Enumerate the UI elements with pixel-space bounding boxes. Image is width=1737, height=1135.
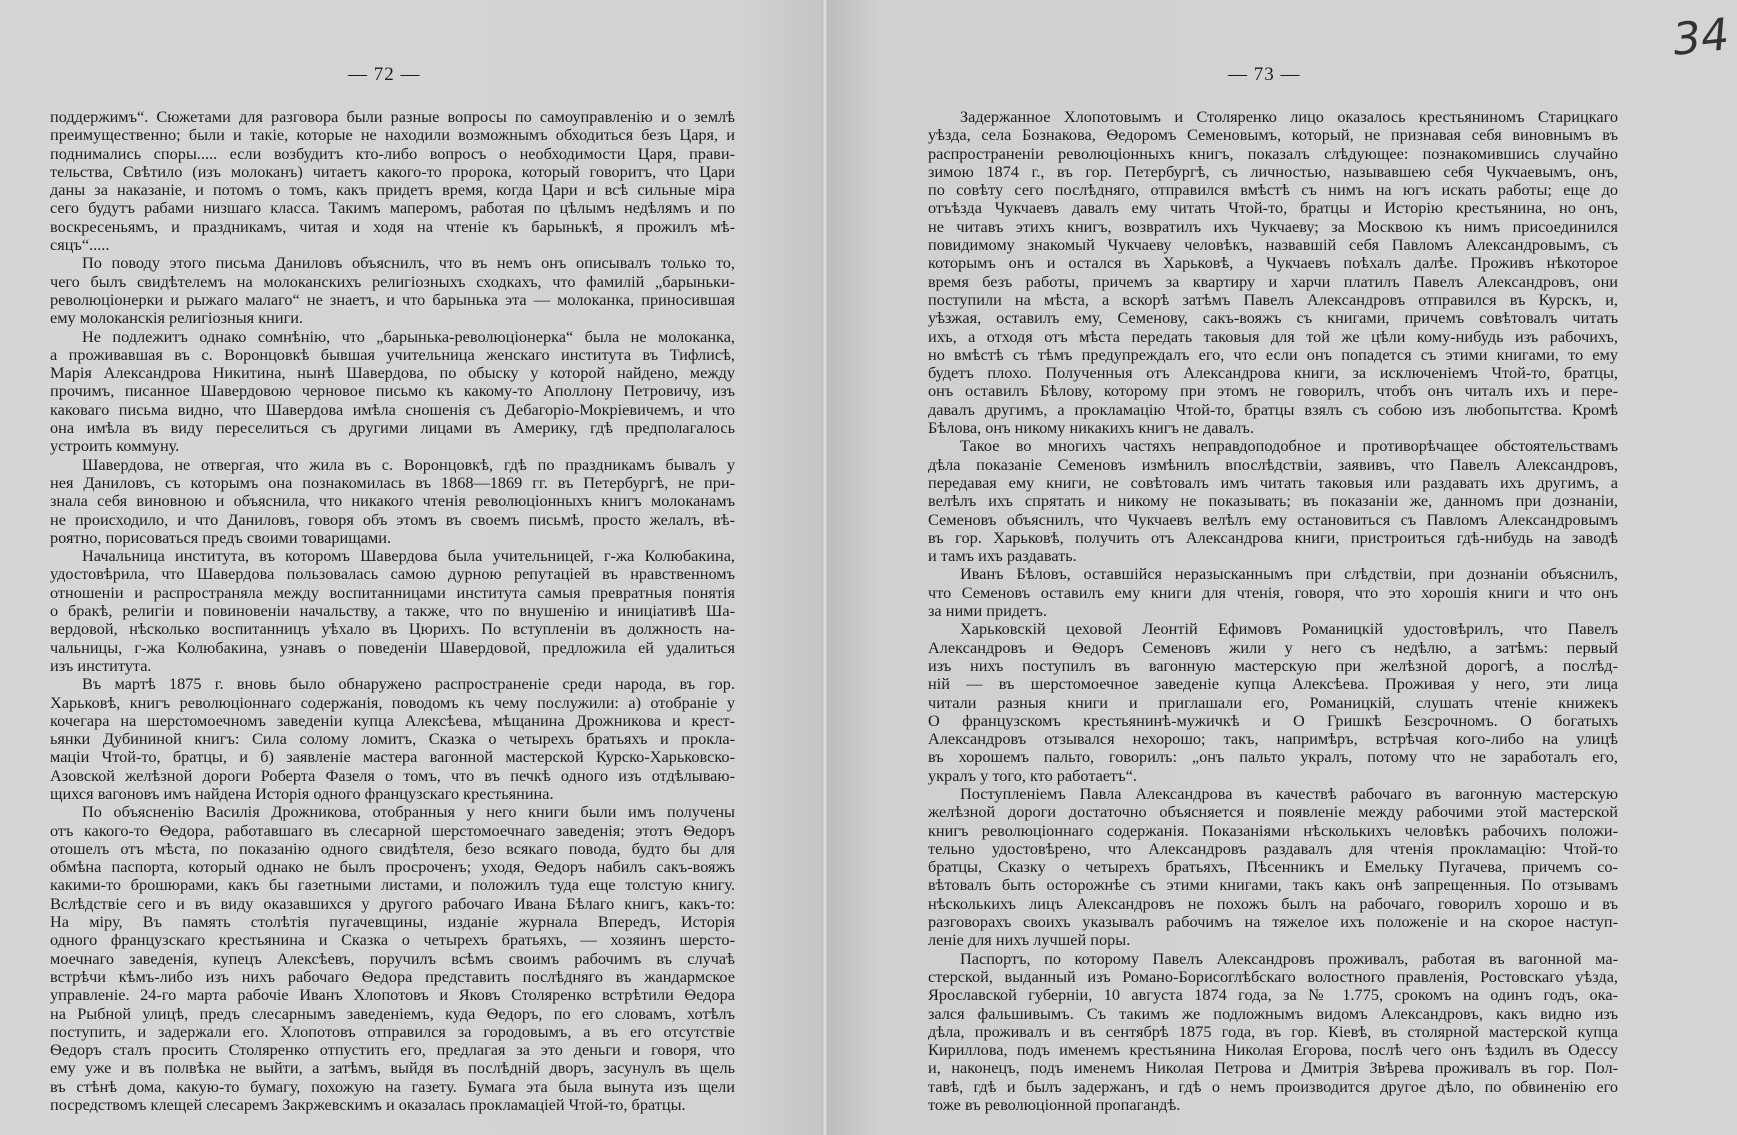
text-line: моечнаго заведенія, купецъ Алексѣевъ, поручилъ всѣмъ своимъ рабочимъ въ случаѣ bbox=[50, 949, 735, 968]
paragraph bbox=[928, 620, 1618, 785]
paragraph bbox=[50, 547, 735, 675]
text-line: уѣзда, села Бознакова, Ѳедоромъ Семеновымъ, который, не признавая себя виновнымъ въ bbox=[928, 126, 1618, 145]
text-line: ему молоканскія религіозныя книги. bbox=[50, 309, 304, 328]
text-line: какими-то брошюрами, какъ бы газетными листами, и положилъ туда еще толстую книгу. bbox=[50, 876, 735, 895]
text-line: Начальница института, въ которомъ Шавердова была учительницей, г-жа Колюбакина, bbox=[82, 547, 735, 566]
text-line: повидимому знакомый Чукчаеву человѣкъ, назвавшій себя Павломъ Александровымъ, съ bbox=[928, 236, 1618, 255]
text-line: которымъ онъ и остался въ Харьковѣ, а Чукчаевъ поѣхалъ далѣе. Проживъ нѣкоторое bbox=[928, 254, 1618, 273]
text-line: но вмѣстѣ съ тѣмъ предупреждалъ его, что если онъ попадется съ этими книгами, то ему bbox=[928, 345, 1618, 364]
text-line: желѣзной дороги достаточно объясняется и появленіе между рабочими этой мастерской bbox=[928, 803, 1618, 822]
text-line: книгъ революціоннаго содержанія. Показаніями нѣсколькихъ человѣкъ рабочихъ положи- bbox=[928, 821, 1618, 840]
text-line: ихъ, а отходя отъ мѣста передать таковыя для той же цѣли кому-нибудь изъ рабочихъ, bbox=[928, 327, 1618, 346]
text-line: дѣла, проживалъ и въ сентябрѣ 1875 года, въ гор. Кіевѣ, въ столярной мастерской купца bbox=[928, 1022, 1618, 1041]
text-line: О французскомъ крестьянинѣ-мужичкѣ и О Гришкѣ Безсрочномъ. О богатыхъ bbox=[928, 711, 1618, 730]
text-line: отъ какого-то Ѳедора, работавшаго въ слесарной шерстомоечнаго заведенія; этотъ Ѳедоръ bbox=[50, 821, 735, 840]
text-line: посредствомъ клещей слесаремъ Закржевскимъ и оказалась прокламаціей Чтой-то, братцы. bbox=[50, 1096, 686, 1115]
text-line: и, наконецъ, подъ именемъ Николая Петрова и Дмитрія Звѣрева проживалъ въ гор. Пол- bbox=[928, 1059, 1618, 1078]
text-line: вердовой, нѣсколько воспитанницъ уѣхало въ Цюрихъ. По вступленіи въ должность на- bbox=[50, 620, 735, 639]
text-line: разговорахъ своихъ указывалъ рабочимъ на тяжелое ихъ положеніе и на скорое наступ- bbox=[928, 913, 1618, 932]
text-line: леніе для нихъ лучшей поры. bbox=[928, 931, 1131, 950]
text-line: поступили на мѣста, а вскорѣ затѣмъ Павелъ Александровъ отправился въ Курскъ, и, bbox=[928, 290, 1618, 309]
text-line: Ярославской губерніи, 10 августа 1874 года, за № 1.775, срокомъ на одинъ годъ, ока- bbox=[928, 986, 1618, 1005]
text-line: по совѣту сего послѣдняго, отправился вмѣстѣ съ нимъ на югъ искать работы; еще до bbox=[928, 181, 1618, 200]
text-line: читали разныя книги и приглашали его, Романицкій, слушать чтеніе книжекъ bbox=[928, 693, 1618, 712]
text-line: въ стѣнѣ дома, какую-то бумагу, похожую на газету. Бумага эта была вынута изъ щели bbox=[50, 1077, 735, 1096]
text-line: Марія Александрова Никитина, нынѣ Шавердова, по обыску у которой найдено, между bbox=[50, 364, 735, 383]
text-line: прочимъ, писанное Шавердовою черновое письмо къ какому-то Аполлону Петровичу, изъ bbox=[50, 382, 735, 401]
right-page bbox=[826, 0, 1737, 1135]
text-line: отношеніи и распространяла между воспитанницами института самыя превратныя понятія bbox=[50, 583, 735, 602]
text-line: вѣтовалъ быть осторожнѣе съ этими книгами, такъ какъ онѣ запрещенныя. По отзывамъ bbox=[928, 876, 1618, 895]
text-line: Въ мартѣ 1875 г. вновь было обнаружено распространеніе среди народа, въ гор. bbox=[82, 675, 735, 694]
text-line: преимущественно; были и такіе, которые не находили возможнымъ обходиться безъ Царя, и bbox=[50, 126, 735, 145]
text-line: уѣзжая, оставилъ ему, Семенову, сакъ-вояжъ съ книгами, причемъ совѣтовалъ читать bbox=[928, 309, 1618, 328]
paragraph bbox=[928, 108, 1618, 437]
text-line: поступить, и задержали его. Хлопотовъ отправился за городовымъ, а въ его отсутствіе bbox=[50, 1022, 735, 1041]
text-line: На міру, Въ память столѣтія пугачевщины, изданіе журнала Впередъ, Исторія bbox=[50, 913, 735, 932]
text-line: Шавердова, не отвергая, что жила въ с. Воронцовкѣ, гдѣ по праздникамъ бывалъ у bbox=[82, 455, 735, 474]
text-line: Такое во многихъ частяхъ неправдоподобное и противорѣчащее обстоятельствамъ bbox=[960, 437, 1618, 456]
text-line: братцы, Сказку о четырехъ братьяхъ, Пѣсенникъ и Емельку Пугачева, причемъ со- bbox=[928, 858, 1618, 877]
text-line: обмѣна паспорта, который однако не былъ просроченъ; уходя, Ѳедоръ набилъ сакъ-вояжъ bbox=[50, 858, 735, 877]
text-line: Задержанное Хлопотовымъ и Столяренко лицо оказалось крестьяниномъ Старицкаго bbox=[960, 108, 1618, 126]
text-line: будетъ плохо. Полученныя отъ Александрова книги, за исключеніемъ Чтой-то, братцы, bbox=[928, 364, 1618, 383]
text-line: щихся вагоновъ имъ найдена Исторія одного французскаго крестьянина. bbox=[50, 784, 554, 803]
text-line: не происходило, и что Даниловъ, говоря объ этомъ въ своемъ письмѣ, просто желалъ, вѣ- bbox=[50, 510, 735, 529]
text-line: Александровъ и Ѳедоръ Семеновъ жили у него съ недѣлю, а затѣмъ: первый bbox=[928, 638, 1618, 657]
text-line: ему уже и въ полвѣка не выйти, а затѣмъ, выйдя въ послѣдній дворъ, засунулъ въ щель bbox=[50, 1059, 735, 1078]
paragraph bbox=[50, 675, 735, 803]
text-line: въ хорошемъ пальто, говорилъ: „онъ пальто укралъ, потому что не заработалъ его, bbox=[928, 748, 1618, 767]
text-line: чальницы, г-жа Колюбакина, узнавъ о поведеніи Шавердовой, предложила ей удалиться bbox=[50, 638, 735, 657]
text-line: Вслѣдствіе сего и въ виду оказавшихся у другого рабочаго Ивана Бѣлаго книгъ, какъ-то: bbox=[50, 894, 735, 913]
text-line: поддержимъ“. Сюжетами для разговора были разные вопросы по самоуправленію и о землѣ bbox=[50, 108, 735, 126]
text-line: чего былъ свидѣтелемъ на молоканскихъ религіозныхъ сходкахъ, что фамилій „барыньки- bbox=[50, 272, 735, 291]
text-line: сяцъ“..... bbox=[50, 236, 110, 255]
text-line: поднимались споры..... если возбудитъ кто-либо вопросъ о необходимости Царя, прави- bbox=[50, 144, 735, 163]
text-line: управленіе. 24-го марта рабочіе Иванъ Хлопотовъ и Яковъ Столяренко встрѣтили Ѳедора bbox=[50, 986, 735, 1005]
paragraph bbox=[50, 108, 735, 254]
text-line: Паспортъ, по которому Павелъ Александровъ проживалъ, работая въ вагонной ма- bbox=[960, 949, 1618, 968]
text-line: Бѣлова, онъ никому никакихъ книгъ не давалъ. bbox=[928, 419, 1254, 438]
text-line: тельно удостовѣрено, что Александровъ раздавалъ для чтенія прокламацію: Чтой-то bbox=[928, 839, 1618, 858]
text-line: нѣсколькихъ лицъ Александровъ не похожъ былъ на рабочаго, говорилъ хорошо и въ bbox=[928, 894, 1618, 913]
text-line: давалъ другимъ, а прокламацію Чтой-то, братцы взялъ съ собою изъ любопытства. Кромѣ bbox=[928, 400, 1618, 419]
paragraph bbox=[928, 950, 1618, 1115]
page-number: — 73 — bbox=[1228, 64, 1301, 85]
text-line: дѣла показаніе Семеновъ измѣнилъ впослѣдствіи, заявивъ, что Павелъ Александровъ, bbox=[928, 455, 1618, 474]
handwritten-folio-number: 34 bbox=[1670, 9, 1732, 66]
text-line: укралъ у того, кто работаетъ“. bbox=[928, 766, 1137, 785]
paragraph bbox=[50, 328, 735, 456]
page-text bbox=[50, 108, 735, 1114]
paragraph bbox=[928, 565, 1618, 620]
text-line: изъ института. bbox=[50, 656, 152, 675]
text-line: каковаго письма видно, что Шавердова имѣла сношенія съ Дебагоріо-Мокріевичемъ, и что bbox=[50, 400, 735, 419]
text-line: тавѣ, гдѣ и былъ задержанъ, и гдѣ о немъ производится другое дѣло, по обвиненію его bbox=[928, 1077, 1618, 1096]
text-line: Азовской желѣзной дороги Роберта Фазеля о томъ, что въ печкѣ одного изъ отдѣлываю- bbox=[50, 766, 735, 785]
text-line: Ѳедоръ сталъ просить Столяренко отпустить его, предлагая за это деньги и говоря, что bbox=[50, 1041, 735, 1060]
text-line: По объясненію Василія Дрожникова, отобранныя у него книги были имъ получены bbox=[82, 803, 735, 822]
text-line: По поводу этого письма Даниловъ объяснилъ, что въ немъ онъ описывалъ только то, bbox=[82, 254, 735, 273]
text-line: одного французскаго крестьянина и Сказка о четырехъ братьяхъ, — хозяинъ шерсто- bbox=[50, 931, 735, 950]
text-line: за ними придетъ. bbox=[928, 602, 1047, 621]
text-line: стерской, выданный изъ Романо-Борисоглѣбскаго волостного правленія, Ростовскаго уѣзда, bbox=[928, 967, 1618, 986]
text-line: время безъ работы, причемъ за квартиру и харчи платилъ Павелъ Александровъ, они bbox=[928, 272, 1618, 291]
book-gutter bbox=[822, 0, 828, 1135]
text-line: распространеніи революціонныхъ книгъ, показалъ слѣдующее: познакомившись случайно bbox=[928, 144, 1618, 163]
text-line: велѣлъ ихъ спрятать и никому не показывать; въ показаніи же, данномъ при дознаніи, bbox=[928, 492, 1618, 511]
text-line: удостовѣрила, что Шавердова пользовалась самою дурною репутаціей въ нравственномъ bbox=[50, 565, 735, 584]
paragraph bbox=[928, 437, 1618, 565]
text-line: Не подлежитъ однако сомнѣнію, что „барынька-революціонерка“ была не молоканка, bbox=[82, 327, 735, 346]
text-line: кочегара на шерстомоечномъ заведеніи купца Алексѣева, мѣщанина Дрожникова и крест- bbox=[50, 711, 735, 730]
text-line: нея Даниловъ, съ которымъ она познакомилась въ 1868—1869 гг. въ Петербургѣ, не при- bbox=[50, 473, 735, 492]
page-text bbox=[928, 108, 1618, 1114]
text-line: изъ нихъ поступилъ въ вагонную мастерскую при желѣзной дорогѣ, а послѣд- bbox=[928, 656, 1618, 675]
text-line: сего будутъ рабами низшаго класса. Такимъ маперомъ, работая по цѣлымъ недѣлямъ и по bbox=[50, 199, 735, 218]
text-line: ьянки Дубининой книгъ: Сила солому ломитъ, Сказка о четырехъ братьяхъ и прокла- bbox=[50, 730, 735, 749]
text-line: Харьковскій цеховой Леонтій Ефимовъ Романицкій удостовѣрилъ, что Павелъ bbox=[960, 620, 1618, 639]
left-page bbox=[0, 0, 826, 1135]
text-line: маціи Чтой-то, братцы, и б) заявленіе мастера вагонной мастерской Курско-Харьковско- bbox=[50, 748, 735, 767]
paragraph bbox=[928, 785, 1618, 950]
text-line: Иванъ Бѣловъ, оставшійся неразысканнымъ при слѣдствіи, при дознаніи объяснилъ, bbox=[960, 565, 1618, 584]
text-line: Поступленіемъ Павла Александрова въ качествѣ рабочаго въ вагонную мастерскую bbox=[960, 784, 1618, 803]
paragraph bbox=[50, 803, 735, 1114]
text-line: Кириллова, подъ именемъ крестьянина Николая Егорова, послѣ чего онъ ѣздилъ въ Одессу bbox=[928, 1041, 1618, 1060]
text-line: тоже въ революціонной пропагандѣ. bbox=[928, 1096, 1181, 1115]
text-line: онъ оставилъ Бѣлову, которому при этомъ не говорилъ, чтобъ онъ читалъ ихъ и пере- bbox=[928, 382, 1618, 401]
text-line: зался фальшивымъ. Съ такимъ же подложнымъ видомъ Александровъ, какъ видно изъ bbox=[928, 1004, 1618, 1023]
text-line: а проживавшая въ с. Воронцовкѣ бывшая учительница женскаго института въ Тифлисѣ, bbox=[50, 345, 735, 364]
text-line: революціонерки и рыжаго малаго“ не знаетъ, и что барынька эта — молоканка, приносившая bbox=[50, 290, 735, 309]
text-line: воскресеньямъ, и праздникамъ, читая и ходя на чтеніе къ барынькѣ, я прожилъ мѣ- bbox=[50, 217, 735, 236]
text-line: передавая ему книги, не совѣтовалъ имъ читать таковыя или раздавать ихъ другимъ, а bbox=[928, 473, 1618, 492]
text-line: не читавъ этихъ книгъ, возвратилъ ихъ Чукчаеву; за Москвою къ нимъ присоединился bbox=[928, 217, 1618, 236]
page-number: — 72 — bbox=[348, 64, 421, 85]
text-line: Семеновъ объяснилъ, что Чукчаевъ велѣлъ ему остановиться съ Павломъ Александровымъ bbox=[928, 510, 1618, 529]
text-line: даны за наказаніе, и потомъ о томъ, какъ придетъ время, когда Цари и всѣ сильные міра bbox=[50, 181, 735, 200]
text-line: и тамъ ихъ раздавать. bbox=[928, 547, 1077, 566]
paragraph bbox=[50, 254, 735, 327]
text-line: Александровъ отзывался нехорошо; такъ, напримѣръ, встрѣчая кого-либо на улицѣ bbox=[928, 730, 1618, 749]
text-line: въ гор. Харьковѣ, получить отъ Александрова книги, пристроиться гдѣ-нибудь на заводѣ bbox=[928, 528, 1618, 547]
paragraph bbox=[50, 456, 735, 547]
text-line: встрѣчи кѣмъ-либо изъ нихъ рабочаго Ѳедора представить послѣдняго въ жандармское bbox=[50, 967, 735, 986]
text-line: она имѣла въ виду переселиться съ другими лицами въ Америку, гдѣ предполагалось bbox=[50, 419, 735, 438]
text-line: Харьковѣ, книгъ революціоннаго содержанія, поводомъ къ чему послужили: а) отобраніе у bbox=[50, 693, 735, 712]
text-line: знала себя виновною и объяснила, что никакого чтенія революціонныхъ книгъ молоканамъ bbox=[50, 492, 735, 511]
text-line: роятно, порисоваться предъ своими товарищами. bbox=[50, 528, 392, 547]
text-line: что Семеновъ оставилъ ему книги для чтенія, говоря, что это хорошія книги и что онъ bbox=[928, 583, 1618, 602]
text-line: на Рыбной улицѣ, предъ слесарнымъ заведеніемъ, куда Ѳедоръ, по его словамъ, хотѣлъ bbox=[50, 1004, 735, 1023]
text-line: ній — въ шерстомоечное заведеніе купца Алексѣева. Проживая у него, эти лица bbox=[928, 675, 1618, 694]
text-line: о бракѣ, религіи и повиновеніи начальству, а также, что по внушенію и иниціативѣ Ша- bbox=[50, 602, 735, 621]
text-line: устроить коммуну. bbox=[50, 437, 180, 456]
text-line: тельства, Свѣтило (изъ молоканъ) читаетъ какого-то пророка, который говоритъ, что Цари bbox=[50, 162, 735, 181]
text-line: отъѣзда Чукчаевъ давалъ ему читать Чтой-то, братцы и Исторію крестьянина, но онъ, bbox=[928, 199, 1618, 218]
text-line: отошелъ отъ мѣста, по показанію одного свидѣтеля, безо всякаго повода, будто бы для bbox=[50, 839, 735, 858]
text-line: зимою 1874 г., въ гор. Петербургѣ, съ личностью, называвшею себя Чукчаевымъ, онъ, bbox=[928, 162, 1618, 181]
